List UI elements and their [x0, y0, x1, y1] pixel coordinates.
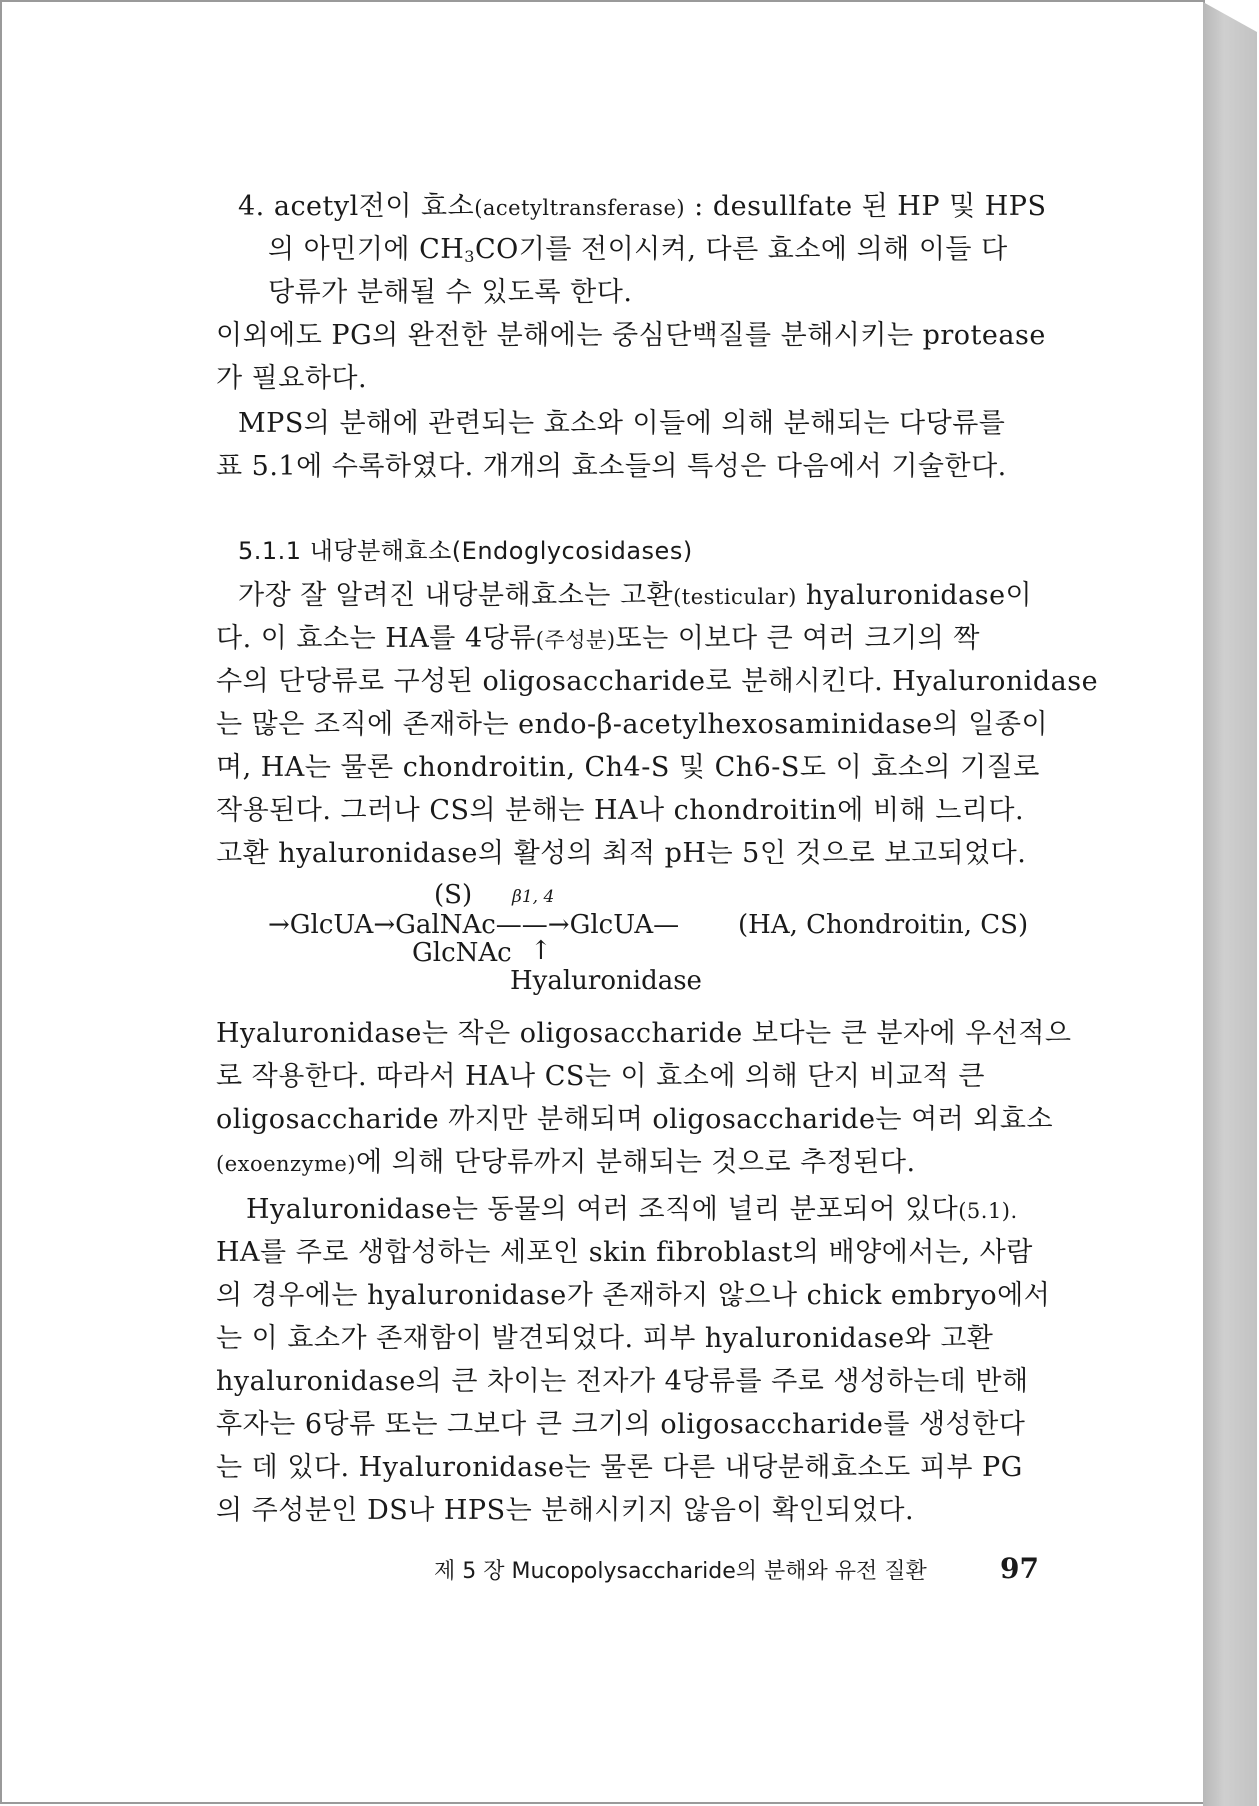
section-heading: 5.1.1 내당분해효소(Endoglycosidases): [238, 537, 693, 565]
up-arrow-icon: ↑: [530, 936, 552, 966]
text-line: 의 아민기에 $CH_3CO$기를 전이시켜, 다른 효소에 의해 이들 다: [268, 234, 1008, 266]
text-line: 는 이 효소가 존재함이 발견되었다. 피부 hyaluronidase와 고환: [216, 1323, 994, 1354]
text-line: 는 데 있다. Hyaluronidase는 물론 다른 내당분해효소도 피부 PG: [216, 1452, 1023, 1483]
text-line: 이외에도 PG의 완전한 분해에는 중심단백질를 분해시키는 protease: [216, 320, 1046, 351]
text-line: 가장 잘 알려진 내당분해효소는 고환(testicular) hyaluronidase이: [238, 580, 1033, 611]
text-line: hyaluronidase의 큰 차이는 전자가 4당류를 주로 생성하는데 반해: [216, 1366, 1029, 1397]
page-stack-edge: [1203, 2, 1257, 1806]
eq-main-chain: →GlcUA→GalNAc——→GlcUA—: [268, 910, 680, 940]
page-number: 97: [1000, 1552, 1039, 1585]
eq-alt-sugar: GlcNAc: [412, 938, 512, 968]
running-footer: 제 5 장 Mucopolysaccharide의 분해와 유전 질환: [434, 1559, 927, 1584]
text-line: 의 경우에는 hyaluronidase가 존재하지 않으나 chick embryo에서: [216, 1280, 1051, 1311]
text-line: HA를 주로 생합성하는 세포인 skin fibroblast의 배양에서는, 사람: [216, 1237, 1033, 1268]
text-line: MPS의 분해에 관련되는 효소와 이들에 의해 분해되는 다당류를: [238, 408, 1006, 439]
text-line: Hyaluronidase는 동물의 여러 조직에 널리 분포되어 있다(5.1).: [246, 1194, 1018, 1225]
text-line: oligosaccharide 까지만 분해되며 oligosaccharide는 여러 외효소: [216, 1104, 1054, 1135]
text-line: 고환 hyaluronidase의 활성의 최적 pH는 5인 것으로 보고되었다.: [216, 838, 1027, 869]
text-line: 작용된다. 그러나 CS의 분해는 HA나 chondroitin에 비해 느리다.: [216, 795, 1025, 826]
text-line: 수의 단당류로 구성된 oligosaccharide로 분해시킨다. Hyaluronidase: [216, 666, 1099, 697]
text-line: 가 필요하다.: [216, 363, 368, 394]
text-line: 의 주성분인 DS나 HPS는 분해시키지 않음이 확인되었다.: [216, 1495, 915, 1526]
text-line: 표 5.1에 수록하였다. 개개의 효소들의 특성은 다음에서 기술한다.: [216, 451, 1007, 482]
eq-enzyme: Hyaluronidase: [510, 966, 702, 996]
text-line: Hyaluronidase는 작은 oligosaccharide 보다는 큰 분자에 우선적으: [216, 1018, 1072, 1049]
eq-sulfate-label: (S): [434, 880, 473, 910]
text-line: 는 많은 조직에 존재하는 endo-β-acetylhexosaminidase의 일종이: [216, 709, 1049, 740]
text-line: 다. 이 효소는 HA를 4당류(주성분)또는 이보다 큰 여러 크기의 짝: [216, 623, 980, 654]
text-line: 4. acetyl전이 효소(acetyltransferase) : desullfate 된 HP 및 HPS: [238, 191, 1047, 222]
text-line: (exoenzyme)에 의해 단당류까지 분해되는 것으로 추정된다.: [216, 1147, 916, 1178]
text-line: 후자는 6당류 또는 그보다 큰 크기의 oligosaccharide를 생성한다: [216, 1409, 1026, 1440]
text-line: 며, HA는 물론 chondroitin, Ch4-S 및 Ch6-S도 이 효소의 기질로: [216, 752, 1040, 783]
eq-bond-label: β1, 4: [512, 887, 555, 907]
eq-substrates: (HA, Chondroitin, CS): [738, 910, 1029, 940]
text-line: 당류가 분해될 수 있도록 한다.: [268, 277, 633, 308]
text-line: 로 작용한다. 따라서 HA나 CS는 이 효소에 의해 단지 비교적 큰: [216, 1061, 985, 1092]
